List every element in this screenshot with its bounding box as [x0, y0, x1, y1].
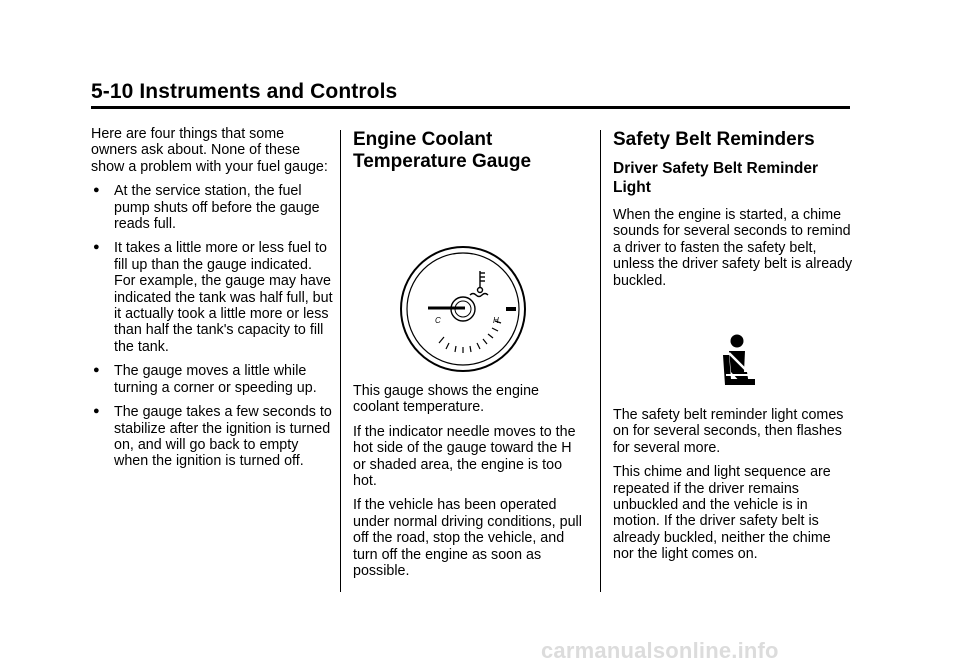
list-item-text: At the service station, the fuel pump shuts off before the gauge reads full.: [114, 183, 320, 233]
page-header: [91, 80, 850, 109]
bullet-icon: ●: [93, 241, 100, 254]
watermark: carmanualsonline.info: [541, 638, 779, 663]
safety-paragraph: This chime and light sequence are repeated if the driver remains unbuckled and the vehicle is in motion. If the driver safety belt is already buckled, neither the chime nor the light comes on.: [613, 464, 831, 563]
safety-paragraph: When the engine is started, a chime sounds for several seconds to remind a driver to fasten the safety belt, unless the driver safety belt is already buckled.: [613, 207, 853, 289]
subsection-title-line: Driver Safety Belt Reminder: [613, 160, 819, 177]
column-coolant-gauge: [353, 126, 585, 587]
column-divider: [600, 130, 601, 592]
bullet-icon: ●: [93, 184, 100, 197]
list-item-text: The gauge moves a little while turning a corner or speeding up.: [114, 363, 317, 396]
seatbelt-figure: [613, 297, 853, 407]
column-fuel-gauge-notes: [91, 126, 333, 478]
coolant-gauge-illustration: [353, 173, 585, 383]
list-item-text: The gauge takes a few seconds to stabilize after the ignition is turned on, and will go back to empty when the ignition is turned off.: [114, 404, 332, 470]
page-header-title: 5-10 Instruments and Controls: [91, 80, 398, 103]
column-divider: [340, 130, 341, 592]
seatbelt-icon: [613, 297, 853, 407]
coolant-gauge-figure: [353, 173, 585, 383]
list-item: [91, 240, 333, 355]
bullet-icon: ●: [93, 364, 100, 377]
gauge-hot-label: H: [493, 316, 499, 325]
column-safety-belt: [613, 126, 853, 571]
section-title-safety-belt: Safety Belt Reminders: [613, 129, 815, 150]
bullet-list: [91, 183, 333, 470]
coolant-paragraph: If the indicator needle moves to the hot side of the gauge toward the H or shaded area, the engine is too hot.: [353, 423, 576, 490]
list-item: [91, 404, 333, 470]
subsection-title: [613, 159, 853, 197]
coolant-paragraph: If the vehicle has been operated under normal driving conditions, pull off the road, stop the vehicle, and turn off the engine as soon as possible.: [353, 497, 582, 580]
subsection-title-line: Light: [613, 179, 651, 196]
gauge-cold-label: C: [435, 316, 441, 325]
coolant-paragraph: This gauge shows the engine coolant temperature.: [353, 383, 539, 416]
list-item: [91, 183, 333, 232]
safety-paragraph: The safety belt reminder light comes on for several seconds, then flashes for several more.: [613, 407, 844, 456]
list-item-text: It takes a little more or less fuel to fill up than the gauge indicated. For example, the gauge may have indicated the tank was half full, but it actually took a little more or less than half the tank's capacity to fill the tank.: [114, 240, 333, 355]
intro-paragraph: Here are four things that some owners ask about. None of these show a problem with your fuel gauge:: [91, 126, 328, 175]
section-title-line: Engine Coolant: [353, 129, 493, 150]
section-title-line: Temperature Gauge: [353, 151, 532, 172]
bullet-icon: ●: [93, 405, 100, 418]
list-item: [91, 363, 333, 396]
section-title-coolant: [353, 129, 585, 173]
